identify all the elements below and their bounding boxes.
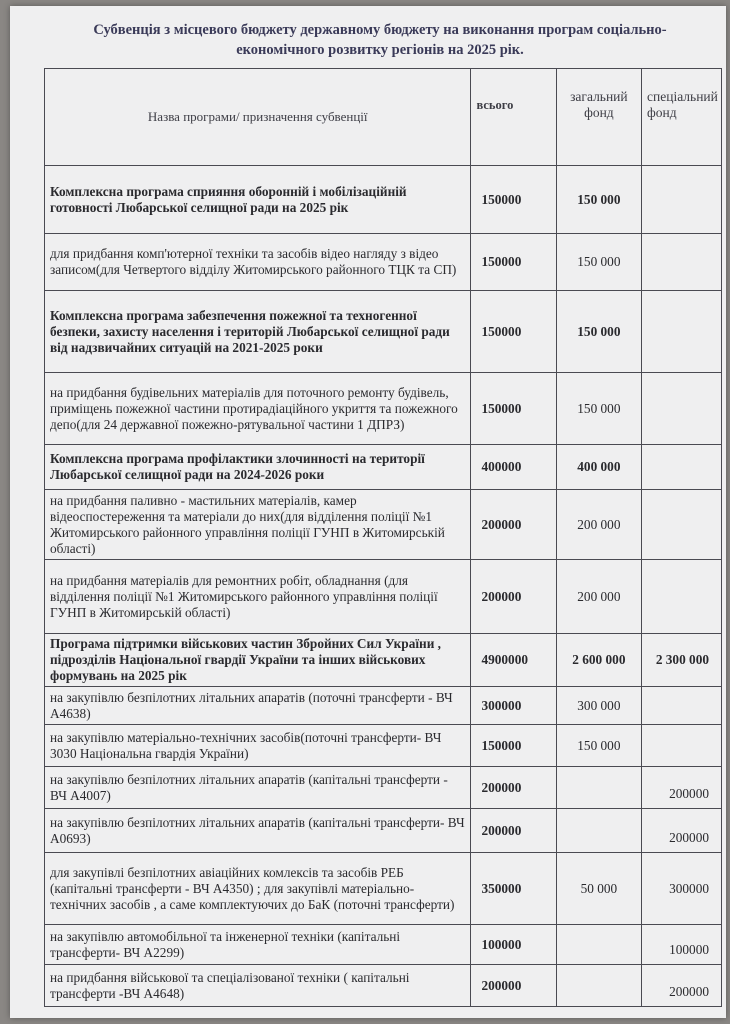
table-row — [45, 445, 722, 490]
row-general: 400 000 — [556, 445, 641, 490]
row-name: Програма підтримки військових частин Збройних Сил України , підрозділів Національної гвардії України та інших військових формувань на 2025 рік — [45, 634, 471, 687]
row-special: 200000 — [642, 965, 722, 1007]
row-name: Комплексна програма профілактики злочинності на території Любарської селищної ради на 2024-2026 роки — [45, 445, 471, 490]
row-general: 200 000 — [556, 490, 641, 560]
table-row — [45, 767, 722, 809]
row-special — [642, 490, 722, 560]
row-general: 300 000 — [556, 687, 641, 725]
title-line-2: економічного розвитку регіонів на 2025 рік. — [236, 42, 524, 58]
row-total: 200000 — [471, 809, 556, 853]
row-total: 4900000 — [471, 634, 556, 687]
row-general — [556, 767, 641, 809]
row-special: 100000 — [642, 925, 722, 965]
row-general: 150 000 — [556, 234, 641, 291]
row-special — [642, 373, 722, 445]
row-name: на закупівлю безпілотних літальних апаратів (капітальні трансферти - ВЧ А4007) — [45, 767, 471, 809]
table-row — [45, 925, 722, 965]
row-special — [642, 687, 722, 725]
row-name: на придбання військової та спеціалізованої техніки ( капітальні трансферти -ВЧ А4648) — [45, 965, 471, 1007]
row-special — [642, 291, 722, 373]
row-general: 200 000 — [556, 560, 641, 634]
row-special: 200000 — [642, 809, 722, 853]
row-name: на придбання паливно - мастильних матеріалів, камер відеоспостереження та матеріали до них(для відділення поліції №1 Житомирського районного управління поліції ГУНП в Житомирській області) — [45, 490, 471, 560]
row-name: на закупівлю матеріально-технічних засобів(поточні трансферти- ВЧ 3030 Національна гвардія України) — [45, 725, 471, 767]
row-name: на придбання будівельних матеріалів для поточного ремонту будівель, приміщень пожежної частини протирадіаційного укриття та пожежного депо(для 24 державної пожежно-рятувальної частини 1 ДПРЗ) — [45, 373, 471, 445]
row-special: 300000 — [642, 853, 722, 925]
row-total: 150000 — [471, 291, 556, 373]
row-special — [642, 445, 722, 490]
header-special: спеціальний фонд — [642, 69, 722, 166]
header-general: загальний фонд — [556, 69, 641, 166]
row-total: 150000 — [471, 234, 556, 291]
row-general: 150 000 — [556, 373, 641, 445]
row-name: для закупівлі безпілотних авіаційних комлексів та засобів РЕБ (капітальні трансферти - ВЧ А4350) ; для закупівлі матеріально-технічних засобів , а саме комплектуючих до БаК (поточні трансферти) — [45, 853, 471, 925]
row-general — [556, 809, 641, 853]
header-name: Назва програми/ призначення субвенції — [45, 69, 471, 166]
row-total: 100000 — [471, 925, 556, 965]
row-general: 150 000 — [556, 725, 641, 767]
table-row — [45, 234, 722, 291]
row-name: на придбання матеріалів для ремонтних робіт, обладнання (для відділення поліції №1 Житомирського районного управління поліції ГУНП в Житомирській області) — [45, 560, 471, 634]
row-special — [642, 234, 722, 291]
table-row — [45, 560, 722, 634]
table-row — [45, 725, 722, 767]
row-special: 2 300 000 — [642, 634, 722, 687]
table-row — [45, 853, 722, 925]
row-general: 150 000 — [556, 291, 641, 373]
row-total: 200000 — [471, 560, 556, 634]
row-total: 350000 — [471, 853, 556, 925]
table-row — [45, 166, 722, 234]
row-general: 150 000 — [556, 166, 641, 234]
header-total: всього — [471, 69, 556, 166]
row-total: 200000 — [471, 767, 556, 809]
row-total: 300000 — [471, 687, 556, 725]
title-line-1: Субвенція з місцевого бюджету державному бюджету на виконання програм соціально- — [93, 22, 667, 38]
document-title — [50, 20, 710, 60]
row-general: 2 600 000 — [556, 634, 641, 687]
row-name: на закупівлю автомобільної та інженерної техніки (капітальні трансферти- ВЧ А2299) — [45, 925, 471, 965]
table-header-row — [45, 69, 722, 166]
row-general — [556, 925, 641, 965]
row-total: 150000 — [471, 166, 556, 234]
row-special — [642, 725, 722, 767]
row-total: 400000 — [471, 445, 556, 490]
row-total: 200000 — [471, 490, 556, 560]
table-row — [45, 634, 722, 687]
subvention-table — [44, 68, 722, 1007]
row-special — [642, 560, 722, 634]
document-page — [10, 6, 726, 1018]
row-name: для придбання комп'ютерної техніки та засобів відео нагляду з відео записом(для Четвертого відділу Житомирського районного ТЦК та СП) — [45, 234, 471, 291]
row-total: 150000 — [471, 725, 556, 767]
table-row — [45, 490, 722, 560]
row-total: 150000 — [471, 373, 556, 445]
row-special: 200000 — [642, 767, 722, 809]
table-row — [45, 809, 722, 853]
row-name: на закупівлю безпілотних літальних апаратів (капітальні трансферти- ВЧ А0693) — [45, 809, 471, 853]
table-row — [45, 687, 722, 725]
row-total: 200000 — [471, 965, 556, 1007]
table-row — [45, 373, 722, 445]
row-general: 50 000 — [556, 853, 641, 925]
table-row — [45, 291, 722, 373]
row-general — [556, 965, 641, 1007]
row-special — [642, 166, 722, 234]
row-name: на закупівлю безпілотних літальних апаратів (поточні трансферти - ВЧ А4638) — [45, 687, 471, 725]
table-row — [45, 965, 722, 1007]
row-name: Комплексна програма сприяння оборонній і мобілізаційній готовності Любарської селищної ради на 2025 рік — [45, 166, 471, 234]
row-name: Комплексна програма забезпечення пожежної та техногенної безпеки, захисту населення і територій Любарської селищної ради від надзвичайних ситуацій на 2021-2025 роки — [45, 291, 471, 373]
